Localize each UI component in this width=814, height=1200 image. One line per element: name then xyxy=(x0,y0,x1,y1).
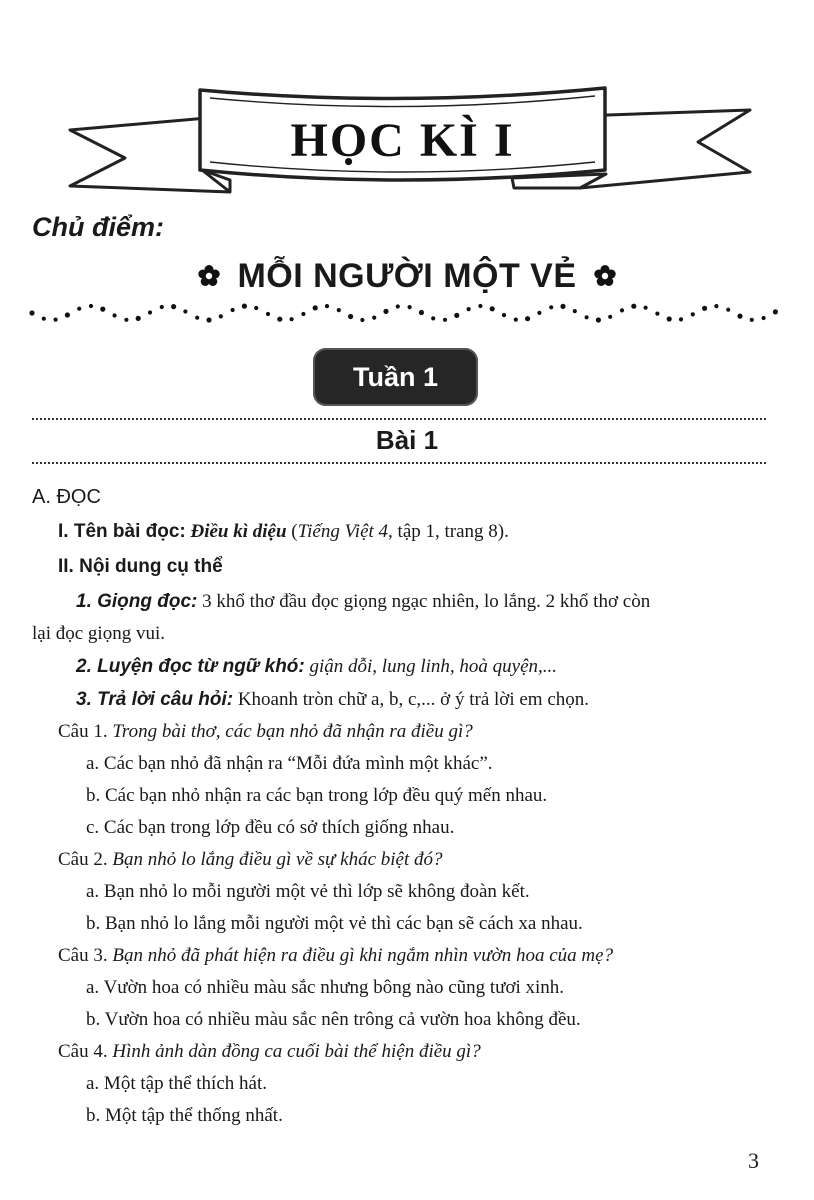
ornament-dot xyxy=(702,306,707,311)
ornament-dot xyxy=(54,318,58,322)
source-book: Tiếng Việt 4 xyxy=(297,521,389,542)
theme-title: MỖI NGƯỜI MỘT VẺ xyxy=(237,256,577,295)
item1-label: 1. Giọng đọc: xyxy=(76,591,198,612)
answer-option[interactable]: a. Vườn hoa có nhiều màu sắc nhưng bông nào cũng tươi xinh. xyxy=(86,977,565,998)
ornament-dot xyxy=(124,318,128,322)
item3-line xyxy=(76,688,589,712)
ornament-dot xyxy=(231,308,235,312)
ornament-dot xyxy=(691,312,695,316)
ornament-dot xyxy=(573,309,577,313)
question-text: Bạn nhỏ lo lắng điều gì về sự khác biệt đó? xyxy=(112,849,443,870)
content-heading: II. Nội dung cụ thể xyxy=(58,556,223,577)
page-number: 3 xyxy=(748,1148,759,1173)
ornament-dot xyxy=(655,312,659,316)
ornament-dot xyxy=(490,306,495,311)
ornament-dot xyxy=(313,305,318,310)
ornament-dot xyxy=(348,314,353,319)
reading-title-label: I. Tên bài đọc: xyxy=(58,521,186,542)
question xyxy=(58,848,443,872)
ornament-dot xyxy=(762,316,766,320)
source-open: ( xyxy=(291,521,298,542)
ornament-dot xyxy=(478,304,482,308)
lesson-title: Bài 1 xyxy=(375,425,439,455)
ornament-dot xyxy=(502,313,506,317)
ornament-dot xyxy=(737,314,742,319)
ornament-dot xyxy=(537,311,541,315)
ornament-dot xyxy=(160,305,164,309)
ornament-dot xyxy=(560,304,565,309)
ornament-dot xyxy=(42,317,46,321)
question-text: Trong bài thơ, các bạn nhỏ đã nhận ra điều gì? xyxy=(112,721,473,742)
semester-title: HỌC KÌ I xyxy=(290,113,515,167)
ornament-dot xyxy=(277,317,282,322)
answer-option[interactable]: b. Một tập thể thống nhất. xyxy=(86,1105,283,1126)
question xyxy=(58,720,473,744)
week-badge: Tuần 1 xyxy=(313,348,478,406)
item1-continuation: lại đọc giọng vui. xyxy=(32,623,165,644)
item1-text: 3 khổ thơ đầu đọc giọng ngạc nhiên, lo lắng. 2 khổ thơ còn xyxy=(202,591,651,612)
ornament-dot xyxy=(195,316,199,320)
ornament-dot xyxy=(443,318,447,322)
ornament-dot xyxy=(325,304,329,308)
divider-top xyxy=(32,418,766,420)
question-label: Câu 1. xyxy=(58,721,108,742)
ornament-dot xyxy=(148,310,152,314)
question-label: Câu 4. xyxy=(58,1041,108,1062)
ornament-dot xyxy=(644,306,648,310)
ornament-dot xyxy=(396,304,400,308)
flower-icon xyxy=(197,264,221,288)
question-label: Câu 2. xyxy=(58,849,108,870)
ornament-dot xyxy=(514,318,518,322)
divider-bottom xyxy=(32,462,766,464)
ornament-dot xyxy=(631,304,636,309)
reading-title-name: Điều kì diệu xyxy=(190,521,287,542)
item3-text: Khoanh tròn chữ a, b, c,... ở ý trả lời em chọn. xyxy=(237,689,590,710)
item2-label: 2. Luyện đọc từ ngữ khó: xyxy=(76,656,305,677)
ornament-dot xyxy=(467,307,471,311)
question-label: Câu 3. xyxy=(58,945,108,966)
ornament-dot xyxy=(525,316,530,321)
ornament-dot xyxy=(585,315,589,319)
item2-text: giận dỗi, lung linh, hoà quyện,... xyxy=(309,656,558,677)
answer-option[interactable]: b. Các bạn nhỏ nhận ra các bạn trong lớp đều quý mến nhau. xyxy=(86,785,548,806)
ornament-dot xyxy=(419,310,424,315)
ornament-dot xyxy=(290,317,294,321)
ornament-dot xyxy=(549,305,553,309)
ornament-dot xyxy=(29,310,34,315)
answer-option[interactable]: a. Bạn nhỏ lo mỗi người một vẻ thì lớp sẽ không đoàn kết. xyxy=(86,881,530,902)
item1-line xyxy=(76,590,650,614)
ornament-dot xyxy=(254,306,258,310)
ornament-dot xyxy=(454,313,459,318)
ornament-dot xyxy=(89,304,93,308)
theme-title-row xyxy=(0,253,814,299)
ornament-dot xyxy=(372,316,376,320)
ornament-dot xyxy=(679,317,683,321)
item2-line xyxy=(76,655,557,679)
ornament-dot xyxy=(714,304,718,308)
ornament-dot xyxy=(113,313,117,317)
ornament-dot xyxy=(183,309,187,313)
answer-option[interactable]: a. Các bạn nhỏ đã nhận ra “Mỗi đứa mình một khác”. xyxy=(86,753,493,774)
ornament-dot xyxy=(301,312,305,316)
answer-option[interactable]: b. Bạn nhỏ lo lắng mỗi người một vẻ thì các bạn sẽ cách xa nhau. xyxy=(86,913,583,934)
ornament-dot xyxy=(773,309,778,314)
ornament-dot xyxy=(337,308,341,312)
question-text: Hình ảnh dàn đồng ca cuối bài thể hiện điều gì? xyxy=(112,1041,481,1062)
ornament-dot xyxy=(596,317,601,322)
question xyxy=(58,1040,481,1064)
ornament-dot xyxy=(242,304,247,309)
ornament-dot xyxy=(667,316,672,321)
ornament-dot xyxy=(65,312,70,317)
source-rest: , tập 1, trang 8). xyxy=(388,521,509,542)
ornament-dot xyxy=(360,318,364,322)
item3-label: 3. Trả lời câu hỏi: xyxy=(76,689,234,710)
ornament-dot xyxy=(726,308,730,312)
ornament-dot xyxy=(206,317,211,322)
ornament-dot xyxy=(219,314,223,318)
theme-label: Chủ điểm: xyxy=(32,212,164,242)
flower-icon xyxy=(593,264,617,288)
ornament-dot xyxy=(171,304,176,309)
question xyxy=(58,944,613,968)
ornament-dot xyxy=(608,315,612,319)
ornament-dot xyxy=(266,312,270,316)
ornament-dot xyxy=(431,316,435,320)
ornament-dot xyxy=(100,307,105,312)
ornament-dot xyxy=(408,305,412,309)
ornament-dot xyxy=(77,307,81,311)
reading-title-line xyxy=(58,520,509,544)
ornament-dot xyxy=(620,308,624,312)
answer-option[interactable]: b. Vườn hoa có nhiều màu sắc nên trông cả vườn hoa không đều. xyxy=(86,1009,581,1030)
answer-option[interactable]: c. Các bạn trong lớp đều có sở thích giống nhau. xyxy=(86,817,455,838)
ornament-dot xyxy=(383,309,388,314)
question-text: Bạn nhỏ đã phát hiện ra điều gì khi ngắm nhìn vườn hoa của mẹ? xyxy=(112,945,614,966)
ornament-dot xyxy=(750,318,754,322)
answer-option[interactable]: a. Một tập thể thích hát. xyxy=(86,1073,267,1094)
dotted-wave-divider xyxy=(28,296,788,330)
section-title: A. ĐỌC xyxy=(32,486,101,508)
ornament-dot xyxy=(136,316,141,321)
